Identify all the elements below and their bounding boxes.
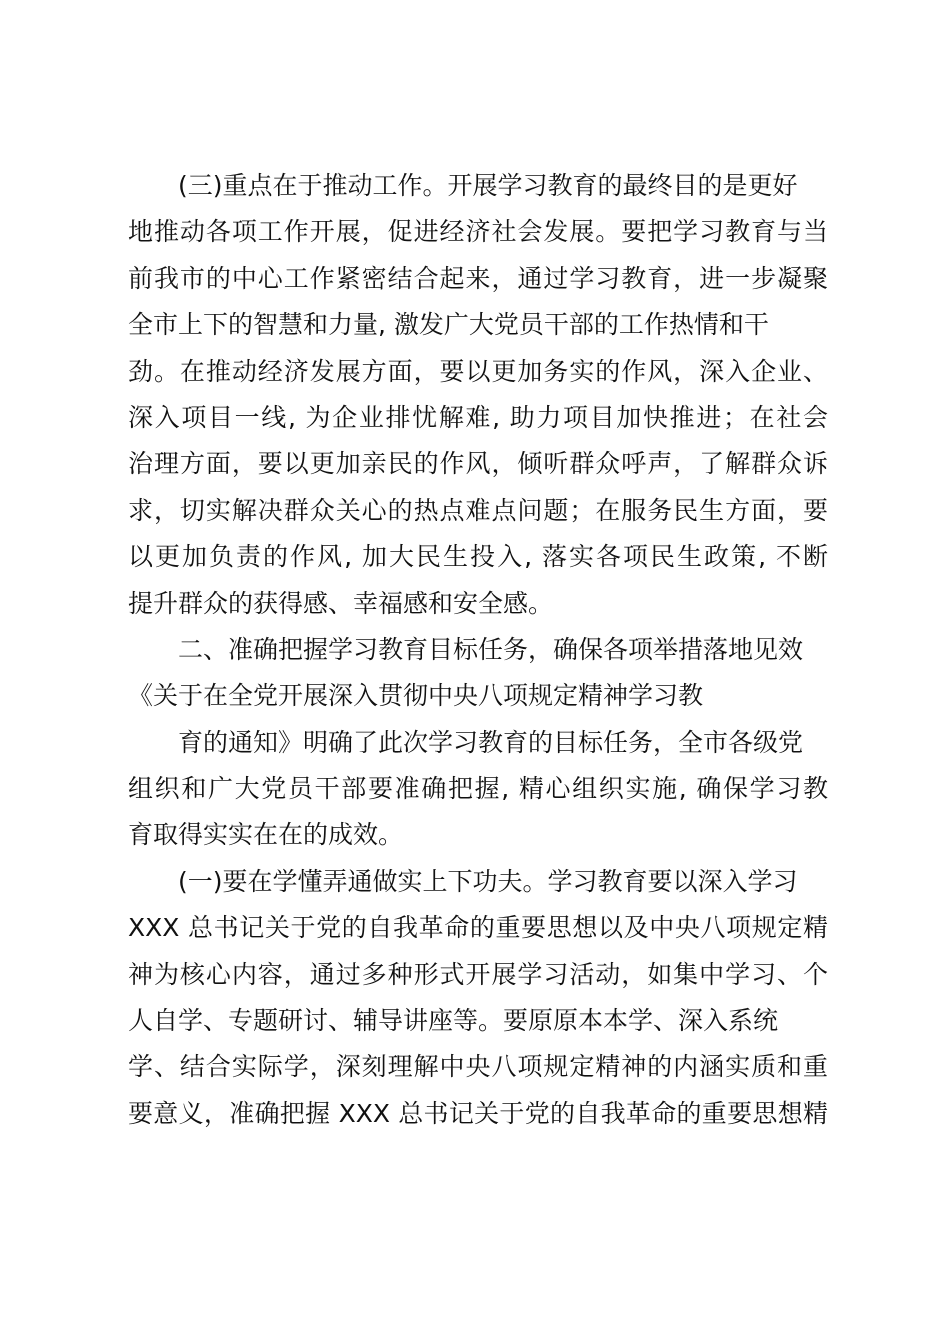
paragraph-line: 神为核心内容，通过多种形式开展学习活动，如集中学习、个 [128,959,828,989]
section-2-heading: 二、准确把握学习教育目标任务，确保各项举措落地见效 [178,634,804,664]
paragraph-line: 前我市的中心工作紧密结合起来，通过学习教育，进一步凝聚 [128,263,828,293]
paragraph-line: 深入项目一线, 为企业排忧解难, 助力项目加快推进；在社会 [128,402,828,432]
document-body [128,163,828,1137]
paragraph-line: 要意义，准确把握 XXX 总书记关于党的自我革命的重要思想精 [128,1098,828,1128]
paragraph-1-heading-line: (一)要在学懂弄通做实上下功夫。学习教育要以深入学习 [178,866,798,896]
paragraph-line: 求，切实解决群众关心的热点难点问题；在服务民生方面，要 [128,495,828,525]
paragraph-line: 学、结合实际学，深刻理解中央八项规定精神的内涵实质和重 [128,1052,828,1082]
paragraph-line: 劲。在推动经济发展方面，要以更加务实的作风，深入企业、 [128,356,828,386]
paragraph-line: 人自学、专题研讨、辅导讲座等。要原原本本学、深入系统 [128,1006,779,1036]
paragraph-line: XXX 总书记关于党的自我革命的重要思想以及中央八项规定精 [128,913,828,943]
paragraph-line: 以更加负责的作风, 加大民生投入, 落实各项民生政策, 不断 [128,542,828,572]
paragraph-line: 地推动各项工作开展，促进经济社会发展。要把学习教育与当 [128,217,828,247]
paragraph-line: 全市上下的智慧和力量, 激发广大党员干部的工作热情和干 [128,310,769,340]
paragraph-line: 育取得实实在在的成效。 [128,820,404,850]
paragraph-line: 治理方面，要以更加亲民的作风，倾听群众呼声，了解群众诉 [128,449,828,479]
paragraph-line: 组织和广大党员干部要准确把握, 精心组织实施, 确保学习教 [128,774,828,804]
paragraph-line: 提升群众的获得感、幸福感和安全感。 [128,588,554,618]
paragraph-line: 《关于在全党开展深入贯彻中央八项规定精神学习教 [128,681,704,711]
paragraph-line: 育的通知》明确了此次学习教育的目标任务，全市各级党 [178,727,804,757]
paragraph-3-heading-line: (三)重点在于推动工作。开展学习教育的最终目的是更好 [178,171,798,200]
